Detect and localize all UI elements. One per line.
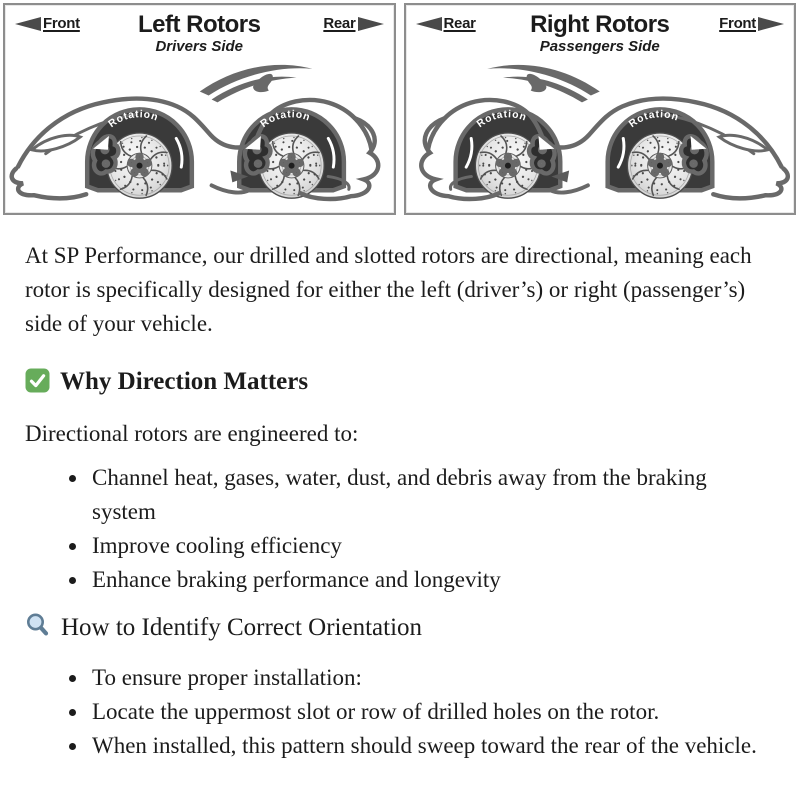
list-item: • To ensure proper installation: — [89, 661, 770, 695]
rotation-label: Rotation — [626, 109, 680, 131]
panel-subtitle: Passengers Side — [539, 38, 660, 55]
panel-titles — [89, 12, 309, 55]
list-item: • When installed, this pattern should sweep toward the rear of the vehicle. — [89, 729, 770, 763]
check-mark-icon — [25, 368, 50, 403]
panel-title: Left Rotors — [138, 11, 261, 38]
list-item: • Improve cooling efficiency — [89, 529, 770, 563]
left-panel-header — [15, 11, 384, 55]
panel-title: Right Rotors — [530, 11, 670, 38]
left-arrow-icon — [416, 16, 442, 32]
panel-titles — [490, 12, 710, 55]
orientation-list — [25, 661, 770, 763]
car-diagram-left — [5, 56, 394, 212]
lead-text: Directional rotors are engineered to: — [25, 421, 359, 446]
benefits-list — [25, 461, 770, 597]
rotor-direction-diagram — [0, 0, 800, 215]
article — [0, 215, 800, 773]
front-direction-label — [719, 15, 784, 32]
rear-direction-label — [416, 15, 476, 32]
rotation-label: Rotation — [106, 109, 160, 131]
section-heading-identify-orientation — [25, 611, 770, 649]
rear-direction-label — [323, 15, 383, 32]
right-panel-header — [416, 11, 785, 55]
section-heading-why-direction-matters — [25, 365, 770, 403]
direction-text: Rear — [323, 15, 356, 32]
front-direction-label — [15, 15, 80, 32]
rotation-label: Rotation — [474, 109, 528, 131]
list-item: • Enhance braking performance and longevity — [89, 563, 770, 597]
heading-text: How to Identify Correct Orientation — [61, 614, 423, 641]
heading-text: Why Direction Matters — [60, 368, 309, 395]
right-rotors-panel — [404, 3, 797, 215]
rotation-label: Rotation — [258, 109, 312, 131]
direction-text: Front — [43, 15, 80, 32]
right-arrow-icon — [758, 16, 784, 32]
list-item: • Locate the uppermost slot or row of drilled holes on the rotor. — [89, 695, 770, 729]
intro-paragraph: At SP Performance, our drilled and slotted rotors are directional, meaning each rotor is specifically designed for either the left (driver’s) or right (passenger’s) side of your vehicle. — [25, 243, 752, 336]
direction-text: Front — [719, 15, 756, 32]
left-arrow-icon — [15, 16, 41, 32]
right-arrow-icon — [358, 16, 384, 32]
car-diagram-right — [406, 56, 795, 212]
magnifying-glass-icon — [25, 612, 51, 649]
list-item: • Channel heat, gases, water, dust, and debris away from the braking system — [89, 461, 770, 529]
left-rotors-panel — [3, 3, 396, 215]
direction-text: Rear — [443, 15, 476, 32]
panel-subtitle: Drivers Side — [155, 38, 244, 55]
